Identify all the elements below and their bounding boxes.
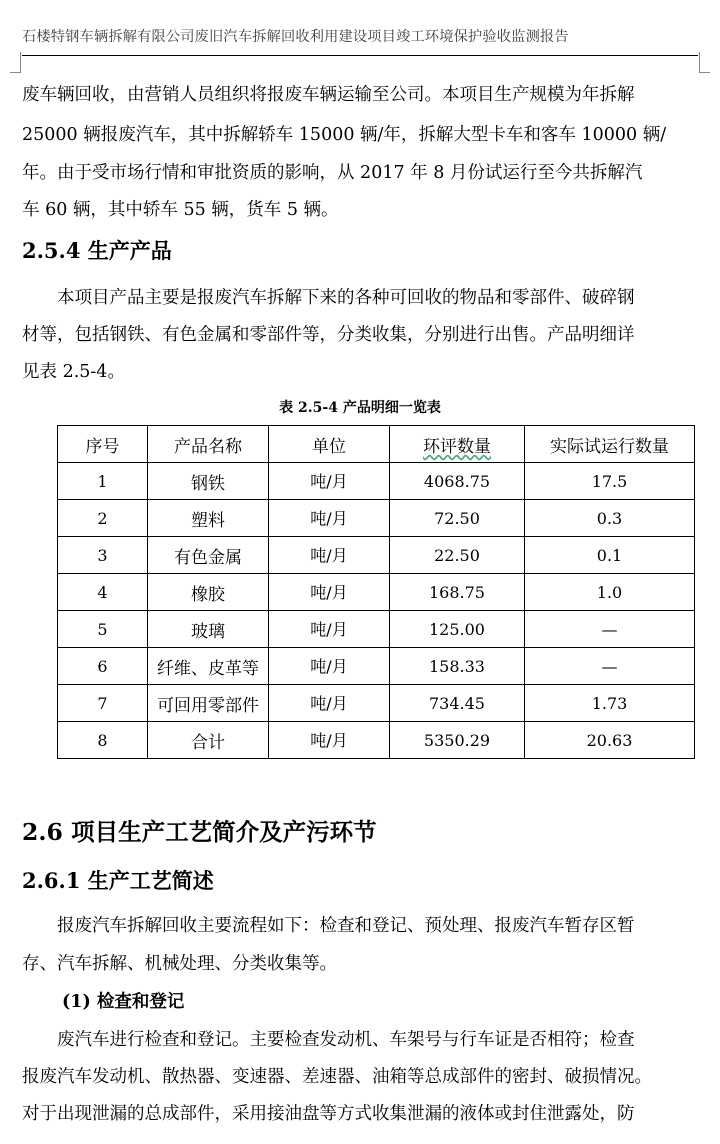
cell-actual-qty: — bbox=[525, 648, 695, 685]
paragraph-line: 对于出现泄漏的总成部件，采用接油盘等方式收集泄漏的液体或封住泄露处，防 bbox=[22, 1104, 635, 1124]
cell-unit: 吨/月 bbox=[269, 722, 390, 759]
section-heading-2-6: 2.6 项目生产工艺简介及产污环节 bbox=[22, 818, 377, 846]
cell-index: 8 bbox=[58, 722, 148, 759]
paragraph-line: 本项目产品主要是报废汽车拆解下来的各种可回收的物品和零部件、破碎钢 bbox=[22, 288, 635, 308]
col-header-unit: 单位 bbox=[269, 426, 390, 463]
cell-unit: 吨/月 bbox=[269, 685, 390, 722]
cell-eia-qty: 158.33 bbox=[390, 648, 525, 685]
cell-actual-qty: 0.3 bbox=[525, 500, 695, 537]
cell-product: 钢铁 bbox=[148, 463, 269, 500]
paragraph-line: 报废汽车发动机、散热器、变速器、差速器、油箱等总成部件的密封、破损情况。 bbox=[22, 1067, 652, 1087]
section-heading-2-5-4: 2.5.4 生产产品 bbox=[22, 238, 172, 263]
cell-actual-qty: — bbox=[525, 611, 695, 648]
cell-eia-qty: 72.50 bbox=[390, 500, 525, 537]
cell-index: 1 bbox=[58, 463, 148, 500]
cell-product: 纤维、皮革等 bbox=[148, 648, 269, 685]
paragraph-line: 见表 2.5-4。 bbox=[22, 362, 125, 382]
cell-index: 4 bbox=[58, 574, 148, 611]
cell-product: 可回用零部件 bbox=[148, 685, 269, 722]
paragraph-line: 25000 辆报废汽车，其中拆解轿车 15000 辆/年，拆解大型卡车和客车 10000 辆/ bbox=[22, 125, 667, 145]
page-corner-mark-right bbox=[699, 52, 710, 73]
cell-product: 橡胶 bbox=[148, 574, 269, 611]
paragraph-line: 年。由于受市场行情和审批资质的影响，从 2017 年 8 月份试运行至今共拆解汽 bbox=[22, 163, 643, 183]
document-header: 石楼特钢车辆拆解有限公司废旧汽车拆解回收利用建设项目竣工环境保护验收监测报告 bbox=[22, 29, 569, 45]
cell-unit: 吨/月 bbox=[269, 611, 390, 648]
cell-product: 玻璃 bbox=[148, 611, 269, 648]
cell-eia-qty: 734.45 bbox=[390, 685, 525, 722]
table-header-row bbox=[58, 426, 695, 463]
table-row bbox=[58, 685, 695, 722]
paragraph-line: 存、汽车拆解、机械处理、分类收集等。 bbox=[22, 954, 337, 974]
cell-index: 3 bbox=[58, 537, 148, 574]
cell-actual-qty: 0.1 bbox=[525, 537, 695, 574]
cell-unit: 吨/月 bbox=[269, 463, 390, 500]
cell-eia-qty: 125.00 bbox=[390, 611, 525, 648]
paragraph-line: 废汽车进行检查和登记。主要检查发动机、车架号与行车证是否相符；检查 bbox=[22, 1030, 635, 1050]
cell-eia-qty: 168.75 bbox=[390, 574, 525, 611]
cell-product: 塑料 bbox=[148, 500, 269, 537]
cell-unit: 吨/月 bbox=[269, 574, 390, 611]
subsection-heading-1: (1) 检查和登记 bbox=[62, 992, 185, 1012]
col-header-product: 产品名称 bbox=[148, 426, 269, 463]
cell-eia-qty: 5350.29 bbox=[390, 722, 525, 759]
table-row bbox=[58, 574, 695, 611]
cell-unit: 吨/月 bbox=[269, 500, 390, 537]
table-caption: 表 2.5-4 产品明细一览表 bbox=[279, 400, 441, 416]
col-header-eia-qty: 环评数量 bbox=[390, 426, 525, 463]
col-header-actual-qty: 实际试运行数量 bbox=[525, 426, 695, 463]
cell-index: 2 bbox=[58, 500, 148, 537]
cell-unit: 吨/月 bbox=[269, 537, 390, 574]
section-heading-2-6-1: 2.6.1 生产工艺简述 bbox=[22, 868, 214, 893]
cell-actual-qty: 20.63 bbox=[525, 722, 695, 759]
cell-index: 7 bbox=[58, 685, 148, 722]
cell-index: 6 bbox=[58, 648, 148, 685]
header-divider bbox=[22, 55, 698, 56]
cell-actual-qty: 1.73 bbox=[525, 685, 695, 722]
table-row bbox=[58, 611, 695, 648]
table-row bbox=[58, 500, 695, 537]
paragraph-line: 废车辆回收，由营销人员组织将报废车辆运输至公司。本项目生产规模为年拆解 bbox=[22, 85, 635, 105]
table-row bbox=[58, 463, 695, 500]
cell-actual-qty: 17.5 bbox=[525, 463, 695, 500]
paragraph-line: 车 60 辆，其中轿车 55 辆，货车 5 辆。 bbox=[22, 200, 339, 220]
paragraph-line: 报废汽车拆解回收主要流程如下：检查和登记、预处理、报废汽车暂存区暂 bbox=[22, 916, 635, 936]
col-header-index: 序号 bbox=[58, 426, 148, 463]
product-table bbox=[57, 425, 695, 759]
cell-product: 合计 bbox=[148, 722, 269, 759]
cell-product: 有色金属 bbox=[148, 537, 269, 574]
table-row bbox=[58, 537, 695, 574]
table-row bbox=[58, 648, 695, 685]
cell-unit: 吨/月 bbox=[269, 648, 390, 685]
cell-actual-qty: 1.0 bbox=[525, 574, 695, 611]
paragraph-line: 材等，包括钢铁、有色金属和零部件等，分类收集，分别进行出售。产品明细详 bbox=[22, 325, 635, 345]
cell-eia-qty: 22.50 bbox=[390, 537, 525, 574]
cell-eia-qty: 4068.75 bbox=[390, 463, 525, 500]
table-row-total bbox=[58, 722, 695, 759]
page-corner-mark-left bbox=[10, 52, 21, 73]
cell-index: 5 bbox=[58, 611, 148, 648]
